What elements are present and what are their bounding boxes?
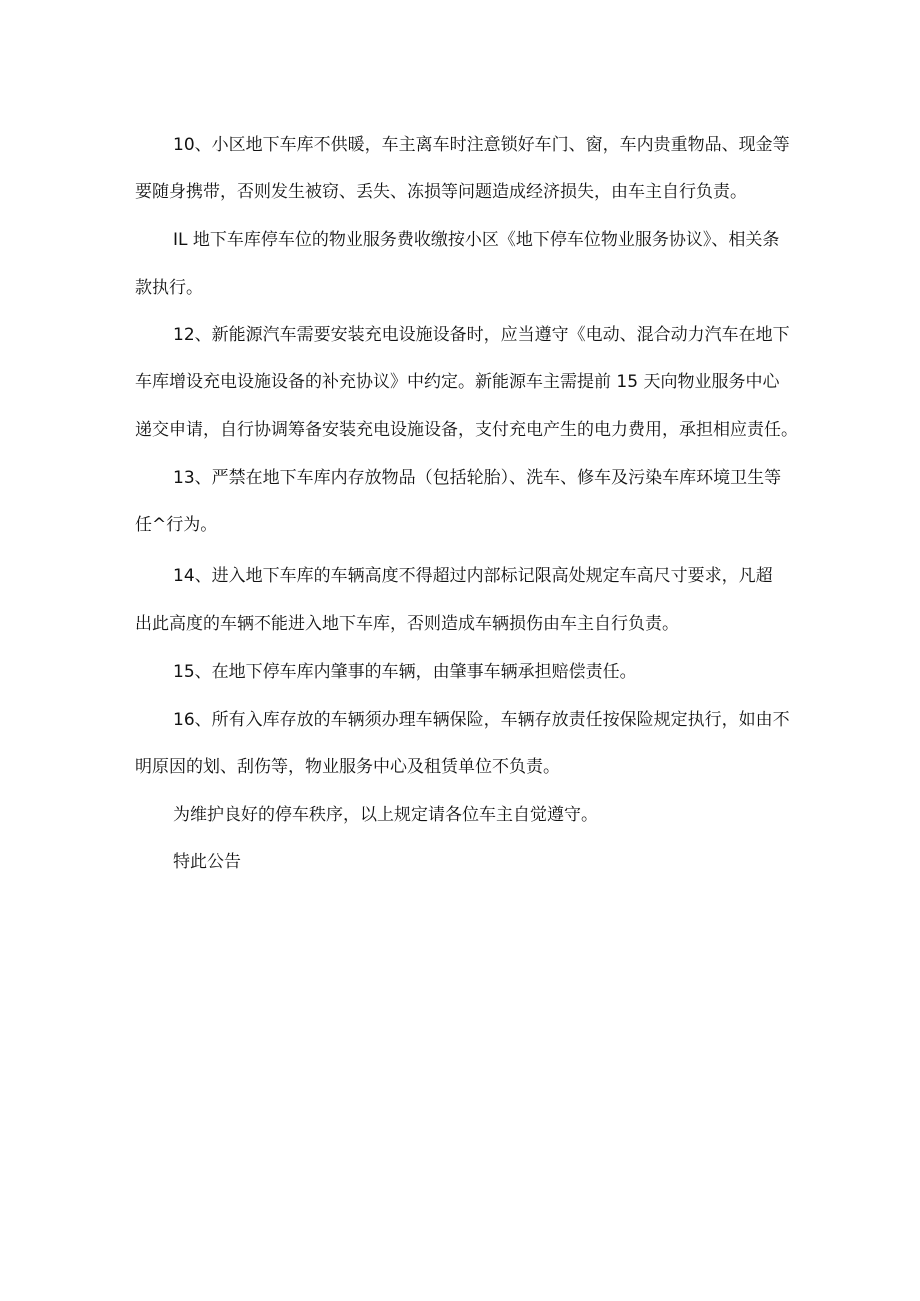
paragraph-10-line-1: 10、小区地下车库不供暖，车主离车时注意锁好车门、窗，车内贵重物品、现金等: [173, 135, 790, 155]
paragraph-15-line-1: 15、在地下停车库内肇事的车辆，由肇事车辆承担赔偿责任。: [173, 662, 637, 682]
closing-statement: 为维护良好的停车秩序，以上规定请各位车主自觉遵守。: [173, 805, 598, 825]
paragraph-12-line-1: 12、新能源汽车需要安装充电设施设备时，应当遵守《电动、混合动力汽车在地下: [173, 325, 790, 345]
paragraph-14-line-2: 出此高度的车辆不能进入地下车库，否则造成车辆损伤由车主自行负责。: [135, 614, 679, 634]
paragraph-12-line-2: 车库增设充电设施设备的补充协议》中约定。新能源车主需提前 15 天向物业服务中心: [135, 372, 780, 392]
paragraph-13-line-1: 13、严禁在地下车库内存放物品（包括轮胎）、洗车、修车及污染车库环境卫生等: [173, 468, 782, 488]
paragraph-12-line-3: 递交申请，自行协调筹备安装充电设施设备，支付充电产生的电力费用，承担相应责任。: [135, 420, 798, 440]
paragraph-16-line-2: 明原因的划、刮伤等，物业服务中心及租赁单位不负责。: [135, 757, 560, 777]
paragraph-16-line-1: 16、所有入库存放的车辆须办理车辆保险，车辆存放责任按保险规定执行，如由不: [173, 710, 790, 730]
paragraph-11-line-2: 款执行。: [135, 278, 203, 298]
notice-text: 特此公告: [173, 852, 241, 872]
paragraph-14-line-1: 14、进入地下车库的车辆高度不得超过内部标记限高处规定车高尺寸要求，凡超: [173, 566, 773, 586]
paragraph-13-line-2: 任^行为。: [135, 515, 218, 535]
paragraph-10-line-2: 要随身携带，否则发生被窃、丢失、冻损等问题造成经济损失，由车主自行负责。: [135, 182, 747, 202]
paragraph-11-line-1: IL 地下车库停车位的物业服务费收缴按小区《地下停车位物业服务协议》、相关条: [173, 230, 780, 250]
